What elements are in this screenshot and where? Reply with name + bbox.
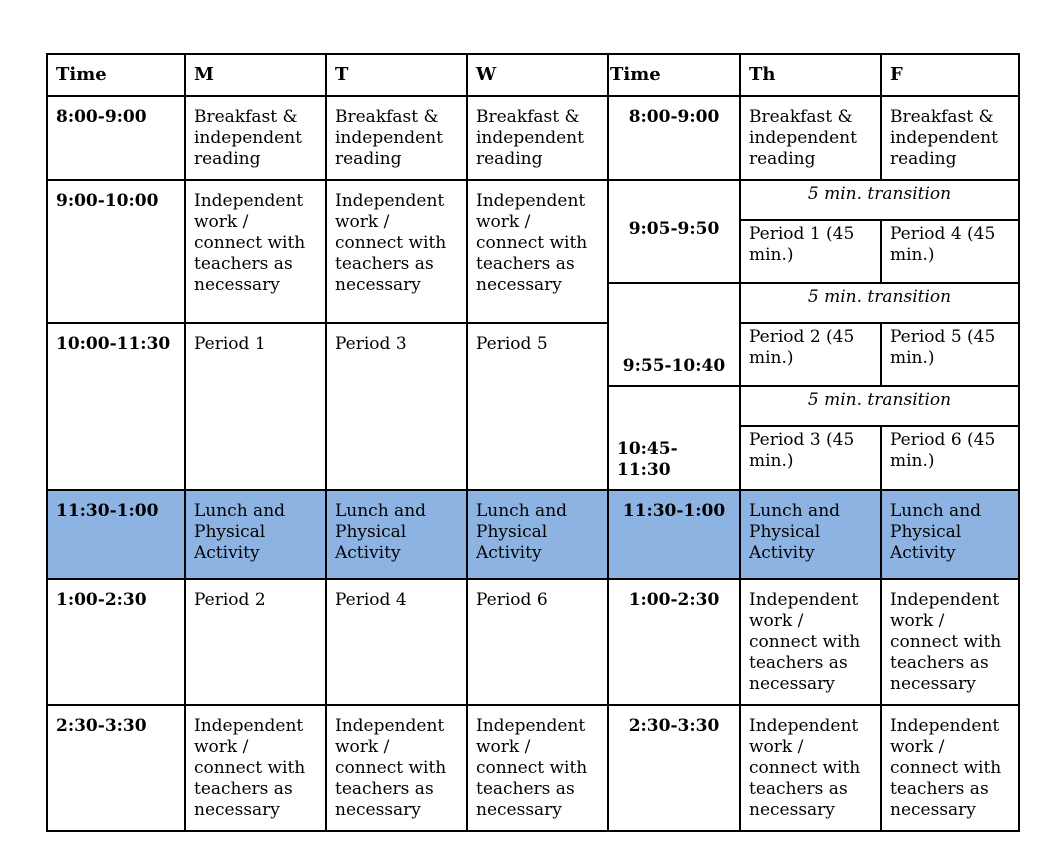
time-cell: 1:00-2:30 [46,578,186,706]
time-cell: 10:45-11:30 [607,385,741,491]
transition-note: 5 min. transition [739,179,1020,221]
schedule-cell: Period 4 (45 min.) [880,219,1020,284]
schedule-cell: Breakfast & independent reading [325,95,468,181]
schedule-cell: Independent work / connect with teachers as necessary [184,704,327,832]
header-thursday: Th [739,53,882,97]
schedule-cell: Independent work / connect with teachers as necessary [466,179,609,324]
schedule-cell: Period 5 (45 min.) [880,322,1020,387]
schedule-cell: Independent work / connect with teachers as necessary [739,704,882,832]
schedule-cell: Independent work / connect with teachers as necessary [739,578,882,706]
schedule-cell: Period 3 [325,322,468,491]
schedule-cell: Lunch and Physical Activity [739,489,882,580]
schedule-cell: Lunch and Physical Activity [184,489,327,580]
schedule-cell: Lunch and Physical Activity [880,489,1020,580]
time-cell: 9:55-10:40 [607,282,741,387]
schedule-cell: Lunch and Physical Activity [466,489,609,580]
header-time: Time [46,53,186,97]
time-cell: 1:00-2:30 [607,578,741,706]
time-cell: 9:05-9:50 [607,179,741,284]
time-cell: 8:00-9:00 [607,95,741,181]
schedule-cell: Independent work / connect with teachers as necessary [325,704,468,832]
schedule-cell: Period 2 [184,578,327,706]
header-friday: F [880,53,1020,97]
time-cell: 2:30-3:30 [46,704,186,832]
transition-note: 5 min. transition [739,282,1020,324]
schedule-cell: Independent work / connect with teachers as necessary [466,704,609,832]
schedule-cell: Period 1 [184,322,327,491]
time-cell: 10:00-11:30 [46,322,186,491]
schedule-cell: Breakfast & independent reading [880,95,1020,181]
time-cell: 11:30-1:00 [607,489,741,580]
schedule-cell: Independent work / connect with teachers as necessary [880,578,1020,706]
schedule-cell: Period 6 (45 min.) [880,425,1020,491]
schedule-cell: Period 2 (45 min.) [739,322,882,387]
header-wednesday: W [466,53,609,97]
time-cell: 9:00-10:00 [46,179,186,324]
schedule-cell: Independent work / connect with teachers as necessary [325,179,468,324]
schedule-cell: Breakfast & independent reading [184,95,327,181]
schedule-cell: Independent work / connect with teachers as necessary [184,179,327,324]
time-cell: 8:00-9:00 [46,95,186,181]
time-cell: 2:30-3:30 [607,704,741,832]
schedule-cell: Lunch and Physical Activity [325,489,468,580]
schedule-cell: Period 6 [466,578,609,706]
schedule-cell: Period 3 (45 min.) [739,425,882,491]
schedule-cell: Independent work / connect with teachers as necessary [880,704,1020,832]
header-time-2: Time [607,53,741,97]
schedule-cell: Period 4 [325,578,468,706]
header-tuesday: T [325,53,468,97]
schedule-cell: Period 1 (45 min.) [739,219,882,284]
transition-note: 5 min. transition [739,385,1020,427]
schedule-cell: Breakfast & independent reading [739,95,882,181]
schedule-cell: Breakfast & independent reading [466,95,609,181]
header-monday: M [184,53,327,97]
time-cell: 11:30-1:00 [46,489,186,580]
schedule-cell: Period 5 [466,322,609,491]
